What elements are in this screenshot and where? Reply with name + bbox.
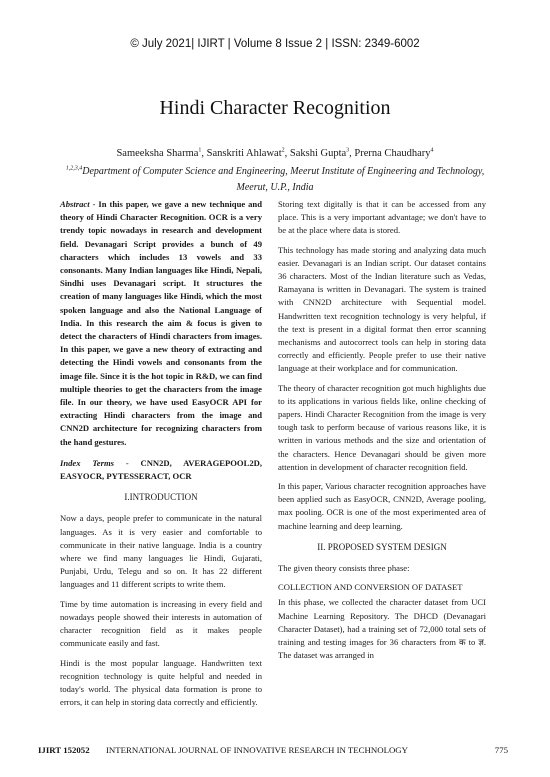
paragraph: Storing text digitally is that it can be accessed from any place. This is a very important advantage; we don't have to be at the place where data is stored.: [278, 199, 486, 236]
author-sup: 1: [198, 147, 202, 154]
section-heading-proposed: II. PROPOSED SYSTEM DESIGN: [317, 541, 447, 552]
page-number: 775: [494, 745, 508, 755]
journal-header: © July 2021| IJIRT | Volume 8 Issue 2 | ISSN: 2349-6002: [130, 38, 420, 50]
right-column: [278, 198, 486, 669]
author-name: Sakshi Gupta: [289, 148, 347, 159]
paper-title: Hindi Character Recognition: [159, 97, 391, 119]
author-name: Prerna Chaudhary: [354, 148, 431, 159]
footer-paper-id: IJIRT 152052: [38, 745, 90, 755]
paragraph: In this paper, Various character recognition approaches have been applied such as EasyOCR, CNN2D, Average pooling, max pooling. OCR is one of the most experimented area of machine learning and deep learning.: [278, 481, 486, 531]
paragraph: The theory of character recognition got much highlights due to its applications in various fields like, online checking of papers. Hindi Character Recognition from the image is very tough task to perform because of various reasons like, it is written in various methods and the size and orientation of the characters. Hence Devanagari should be given more attention in development of character recognition field.: [278, 382, 486, 472]
affiliation-text: Department of Computer Science and Engineering, Meerut Institute of Engineering and Technology, Meerut, U.P., India: [82, 166, 485, 193]
index-terms-text: CNN2D, AVERAGEPOOL2D, EASYOCR, PYTESSERACT, OCR: [60, 457, 262, 482]
paragraph: In this phase, we collected the character dataset from UCI Machine Learning Repository. The DHCD (Devanagari Character Dataset), had a training set of 72,000 total sets of training and testing images for 36 characters from क to ज्ञ. The dataset was arranged in: [278, 597, 486, 661]
abstract: [60, 198, 262, 449]
author-list: Sameeksha Sharma$^1$, Sanskriti Ahlawat$^2$, Sakshi Gupta$^3$, Prerna Chaudhary$^4$: [116, 147, 434, 159]
section-heading-intro: I.INTRODUCTION: [124, 492, 198, 503]
author-name: Sanskriti Ahlawat: [206, 148, 282, 159]
author-sup: 4: [430, 147, 434, 154]
subsection-heading: COLLECTION AND CONVERSION OF DATASET: [278, 582, 463, 593]
paragraph: Time by time automation is increasing in every field and nowadays people showed their interests in automation of character recognition field as it makes people communicate easily and fast.: [60, 598, 262, 649]
abstract-label: Abstract -: [60, 199, 96, 209]
footer-journal-name: INTERNATIONAL JOURNAL OF INNOVATIVE RESEARCH IN TECHNOLOGY: [106, 745, 409, 755]
paragraph: The given theory consists three phase:: [278, 563, 410, 574]
author-name: Sameeksha Sharma: [116, 148, 199, 159]
author-sup: 3: [346, 147, 350, 154]
affiliation: [50, 164, 500, 196]
paragraph: This technology has made storing and analyzing data much easier. Devanagari is an Indian script. Our dataset contains 36 characters. Most of the Indian literature such as Vedas, Ramayana is written in Devanagari. The system is trained with CNN2D architecture with Sequential model. Handwritten text recognition technology is very helpful, if the text is present in a digital format then error scanning mechanisms and autocorrect tools can help in storing data correctly and efficiently. People prefer to use their native language at their workplace and for communication.: [278, 244, 486, 374]
left-column: [60, 198, 262, 715]
author-sup: 2: [281, 147, 285, 154]
index-terms: [60, 457, 262, 483]
abstract-text: In this paper, we gave a new technique and theory of Hindi Character Recognition. OCR is a very trendy topic nowadays in research and development field. Devanagari Script provides a bunch of 49 characters which includes 13 vowels and 33 consonants. Many Indian languages like Hindi, Nepali, Sindhi uses Devanagari script. It structures the creation of many languages like Hindi, which the most spoken language and also the National Language of India. In this research the aim & focus is given to detect the characters of Hindi characters from images. In this paper, we gave a new theory of extracting and detecting the Hindi vowels and consonants from the image file. Since it is the hot topic in R&D, we can find multiple theories to get the characters from the image file. In our theory, we have used EasyOCR API for extracting Hindi characters from the image and CNN2D architecture for recognizing characters from the hand gestures.: [60, 199, 262, 447]
paragraph: Now a days, people prefer to communicate in the natural languages. As it is very easier and comfortable to communicate in their native language. India is a country where we find many languages lie Hindi, Gujarati, Punjabi, Urdu, Telegu and so on. It has 22 different languages and 11 different scripts to write them.: [60, 513, 262, 590]
index-terms-label: Index Terms -: [60, 457, 129, 468]
paragraph: Hindi is the most popular language. Handwritten text recognition technology is quite helpful and needed in today's world. The physical data formation is prone to errors, it can help in storing data correctly and efficiently.: [60, 657, 262, 708]
affiliation-sup: 1,2,3,4: [65, 165, 83, 172]
